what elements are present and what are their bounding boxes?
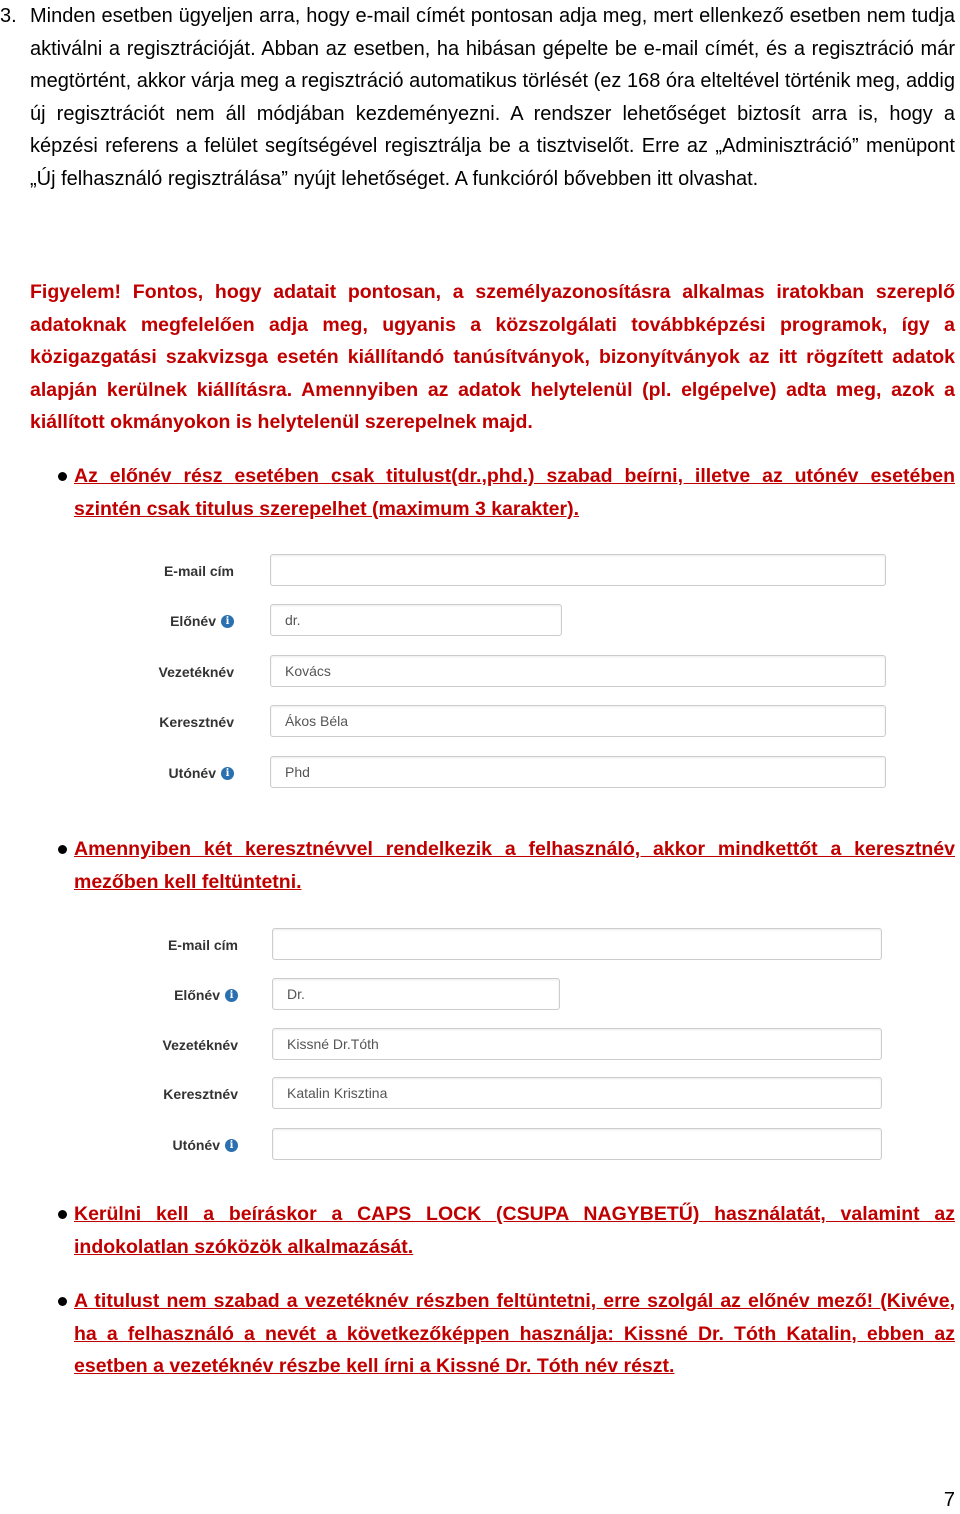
bullet-item-caps-lock: [58, 1198, 955, 1263]
lastname-label: Vezetéknév: [162, 1037, 238, 1053]
firstname-field[interactable]: Ákos Béla: [270, 705, 886, 737]
prefix-label: Előnév i: [174, 978, 238, 1012]
bullet-dot: [58, 1210, 67, 1219]
firstname-label: Keresztnév: [163, 1086, 238, 1102]
bullet-text: A titulust nem szabad a vezetéknév részben feltüntetni, erre szolgál az előnév mező! (Kivéve, ha a felhasználó a nevét a következőképpen használja: Kissné Dr. Tóth Katalin, ebben az esetben a vezetéknév részbe kell írni a Kissné Dr. Tóth név részt.: [74, 1290, 955, 1378]
email-field[interactable]: [270, 554, 886, 586]
suffix-label: Utónév i: [173, 1128, 238, 1162]
form-row-firstname: [0, 705, 960, 739]
lastname-label: Vezetéknév: [158, 664, 234, 680]
warning-paragraph: Figyelem! Fontos, hogy adatait pontosan, a személyazonosításra alkalmas iratokban szereplő adatoknak megfelelően adja meg, ugyanis a közszolgálati továbbképzési programok, így a közigazgatási szakvizsga esetén kiállítandó tanúsítványok, bizonyítványok az itt rögzített adatok alapján kerülnek kiállításra. Amennyiben az adatok helytelenül (pl. elgépelve) adta meg, azok a kiállított okmányokon is helytelenül szerepelnek majd.: [30, 281, 955, 434]
lastname-field[interactable]: Kissné Dr.Tóth: [272, 1028, 882, 1060]
email-label: E-mail cím: [167, 937, 238, 953]
suffix-field[interactable]: Phd: [270, 756, 886, 788]
prefix-field[interactable]: Dr.: [272, 978, 560, 1010]
suffix-field[interactable]: [272, 1128, 882, 1160]
info-icon[interactable]: i: [225, 989, 238, 1002]
item-3-paragraph: Minden esetben ügyeljen arra, hogy e-mail címét pontosan adja meg, mert ellenkező esetben nem tudja aktiválni a regisztrációját. Abban az esetben, ha hibásan gépelte be e-mail címét, és a regisztráció már megtörtént, akkor várja meg a regisztráció automatikus törlését (ez 168 óra elteltével történik meg, addig új regisztrációt nem áll módjában kezdeményezni. A rendszer lehetőséget biztosít arra is, hogy a képzési referens a felület segítségével regisztrálja be a tisztviselőt. Erre az „Adminisztráció” menüpont „Új felhasználó regisztrálása” nyújt lehetőséget. A funkcióról bővebben itt olvashat.: [30, 5, 955, 190]
form-row-email: [0, 554, 960, 588]
page-number: 7: [943, 1489, 955, 1511]
form-row-email: [0, 928, 960, 962]
form-row-prefix: [0, 604, 960, 638]
firstname-field[interactable]: Katalin Krisztina: [272, 1077, 882, 1109]
item-number: 3.: [0, 5, 17, 27]
info-icon[interactable]: i: [225, 1139, 238, 1152]
bullet-item-two-firstnames: [58, 833, 955, 898]
form-row-lastname: [0, 655, 960, 689]
bullet-item-prefix-rule: [58, 460, 955, 525]
bullet-text: Az előnév rész esetében csak titulust(dr.,phd.) szabad beírni, illetve az utónév esetében szintén csak titulus szerepelhet (maximum 3 karakter).: [74, 465, 955, 520]
firstname-label: Keresztnév: [159, 714, 234, 730]
form-row-suffix: [0, 1128, 960, 1162]
bullet-text: Kerülni kell a beíráskor a CAPS LOCK (CSUPA NAGYBETŰ) használatát, valamint az indokolatlan szóközök alkalmazását.: [74, 1203, 955, 1258]
bullet-dot: [58, 1297, 67, 1306]
form-row-firstname: [0, 1077, 960, 1111]
info-icon[interactable]: i: [221, 615, 234, 628]
form-row-lastname: [0, 1028, 960, 1062]
bullet-dot: [58, 472, 67, 481]
form-row-suffix: [0, 756, 960, 790]
lastname-field[interactable]: Kovács: [270, 655, 886, 687]
info-icon[interactable]: i: [221, 767, 234, 780]
bullet-item-title-rule: [58, 1285, 955, 1383]
bullet-text: Amennyiben két keresztnévvel rendelkezik a felhasználó, akkor mindkettőt a keresztnév mezőben kell feltüntetni.: [74, 838, 955, 893]
bullet-dot: [58, 845, 67, 854]
prefix-label: Előnév i: [170, 604, 234, 638]
suffix-label: Utónév i: [169, 756, 234, 790]
prefix-field[interactable]: dr.: [270, 604, 562, 636]
email-label: E-mail cím: [163, 563, 234, 579]
form-row-prefix: [0, 978, 960, 1012]
email-field[interactable]: [272, 928, 882, 960]
